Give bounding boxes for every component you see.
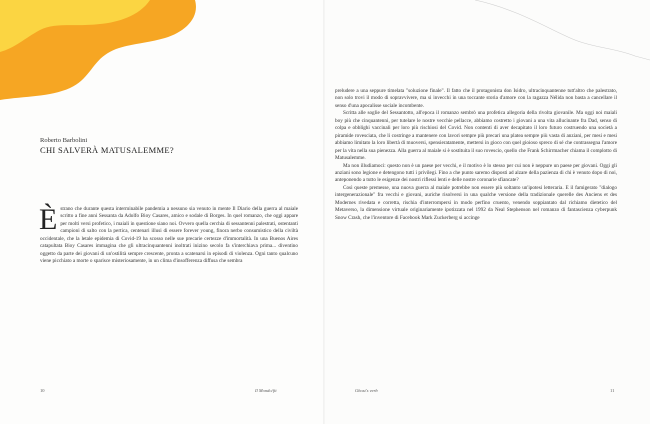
paragraph: Scritta alle soglie del Sessantotto, all'epoca il romanzo sembrò una profetica allegoria della rivolta giovanile. Ma oggi noi maiali boy più che cinquantenni, per tutelare le nostre vecchie pellacce, abbiamo costretto i giovani a una vita allucinante fra Dad, senso di colpa e obblighi vaccinali per loro più rischiosi del Covid. Non contenti di aver decapitato il loro futuro costruendo una società a piramide rovesciata, che li costringe a mantenere con lavori sempre più precari una platea sempre più vasta di anziani, per mesi e mesi abbiamo limitato la loro libertà di muoversi, spensieratamente, mettersi in gioco con quel gioioso spreco di sé che contrassegna l'amore per la vita nella sua pienezza. Alla guerra al maiale si è sostituita il suo rovescio, quello che Frank Schirrmacher chiama il complotto di Matusalemme. — [335, 110, 617, 162]
decorative-orange-blob — [0, 0, 325, 110]
running-footer-right: Ghost's verb — [355, 388, 378, 393]
decorative-line-curve — [325, 0, 650, 80]
paragraph: preludere a una seppure timelata "soluzione finale". Il fatto che il protagonista don Isidro, ultracinquantenne tutt'altro che palestrato, non solo trovi il modo di sopravvivere, ma si invecchi in una toccante storia d'amore con la ragazza Nélida non basta a cancellare il senso d'una apocalisse sociale incombente. — [335, 88, 617, 109]
article-title: CHI SALVERÀ MATUSALEMME? — [40, 145, 174, 155]
paragraph: Ma non illudiamoci: questo non è un paese per vecchi, e il motivo è lo stesso per cui non è neppure un paese per giovani. Oggi gli anziani sono legione e detengono tutti i privilegi. Fino a che punto saremo disposti ad alzare della pazienza di chi è venuto dopo di noi, anteponendo a tutto le esigenze dei nostri riflessi lenti e delle nostre coronarie sfiancate? — [335, 162, 617, 184]
page-number-right: 11 — [610, 388, 615, 393]
paragraph: strano che durante questa interminabile pandemia a nessuno sia venuto in mente Il Diario della guerra al maiale scritto a fine anni Sessanta da Adolfo Bioy Casares, amico e sodale di Borges. In quel romanzo, che oggi appare per molti versi profetico, i maiali in questione siano noi. Ovvero quella cerchia di sessantenni palestrati, ostentanti campioni di salto con la pertica, centenari illusi di essere forever young, finora nerbo consumistico della civiltà occidentale, che la letale epidemia di Covid-19 ha scosso nelle sue precarie certezze d'immortalità. In una Buenos Aires catapultata Bioy Casares immagina che gli ultracinquantenni inoltrati inizino secolo fa s'interchiava prima... diventino oggetto da parte dei giovani di un'ostilità sempre crescente, pronta a scatenarsi in episodi di violenza. Ogni tanto qualcuno viene picchiato a morte o sparisce misteriosamente, in un clima d'insofferenza diffusa che sembra — [40, 206, 298, 265]
right-body-text — [335, 88, 617, 222]
article-author: Roberto Barbolini — [40, 137, 88, 144]
page-number-left: 10 — [40, 388, 45, 393]
paragraph: Così queste premesse, una nuova guerra al maiale potrebbe non essere più soltanto un'ipotesi letteraria. E il famigerato "dialogo intergenerazionale" fra vecchi e giovani, auriche risolversi in una qualche versione della tradizionale querelle des Anciens et des Modernes rivedata e corretta, rischia d'interrompersi in modo perfino cruento, venendo soppiantato dal richiamo dietetico del Metaverso, la dimensione virtuale originariamente ipotizzata nel 1992 da Neal Stephenson nel romanzo di fantascienza cyberpunk Snow Crash, che l'inventore di Facebook Mark Zuckerberg si accinge — [335, 184, 617, 221]
drop-cap: È — [39, 203, 58, 236]
running-footer-left: Il Mondo/fit — [255, 388, 277, 393]
right-page — [325, 0, 650, 424]
left-body-text — [39, 203, 298, 266]
